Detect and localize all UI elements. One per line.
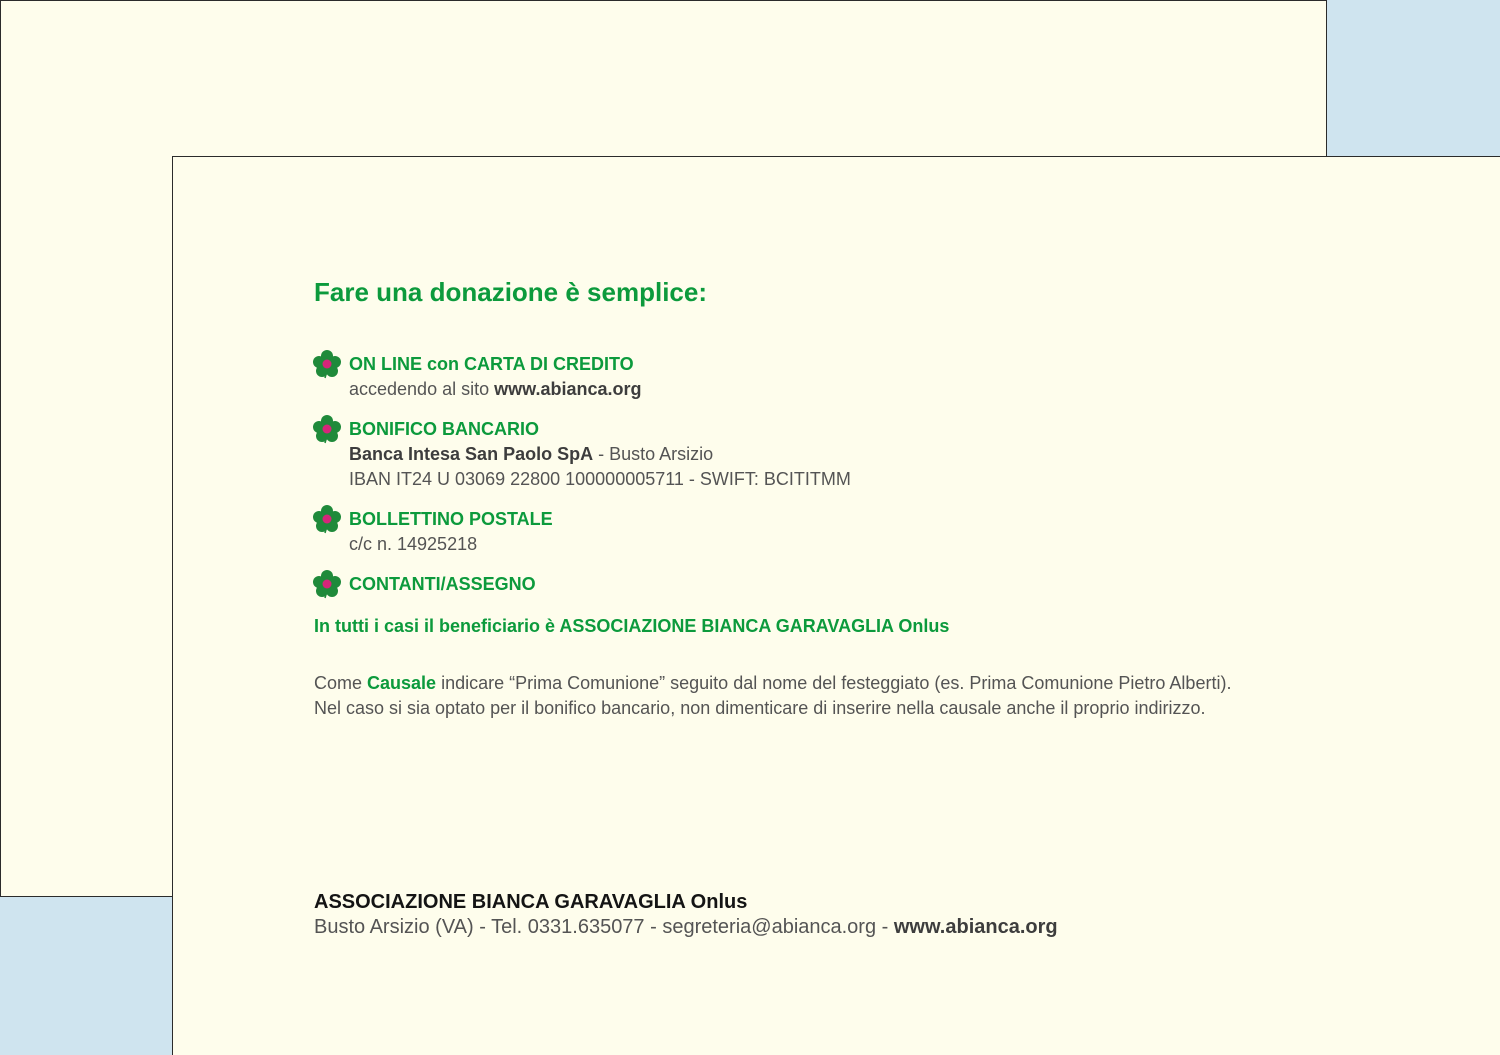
method-online-detail: accedendo al sito www.abianca.org: [349, 379, 642, 399]
organization-name: ASSOCIAZIONE BIANCA GARAVAGLIA Onlus: [314, 891, 748, 913]
clover-icon: [312, 504, 342, 534]
iban-line: IBAN IT24 U 03069 22800 100000005711 - SWIFT: BCITITMM: [349, 469, 851, 489]
page-title: Fare una donazione è semplice:: [314, 277, 707, 307]
clover-icon: [312, 349, 342, 379]
clover-icon: [312, 414, 342, 444]
method-bank-heading: BONIFICO BANCARIO: [349, 419, 539, 439]
organization-contact: Busto Arsizio (VA) - Tel. 0331.635077 - segreteria@abianca.org - www.abianca.org: [314, 916, 1058, 938]
note-line-1: Come Causale indicare “Prima Comunione” seguito dal nome del festeggiato (es. Prima Comunione Pietro Alberti).: [314, 673, 1232, 693]
bank-name: Banca Intesa San Paolo SpA: [349, 444, 594, 464]
clover-icon: [312, 569, 342, 599]
note-line-2: Nel caso si sia optato per il bonifico bancario, non dimenticare di inserire nella causale anche il proprio indirizzo.: [314, 698, 1206, 718]
method-cash-heading: CONTANTI/ASSEGNO: [349, 574, 536, 594]
causale-label: Causale: [367, 673, 437, 693]
footer-website-link[interactable]: www.abianca.org: [893, 916, 1058, 938]
bank-name-line: Banca Intesa San Paolo SpA - Busto Arsizio: [349, 444, 714, 464]
beneficiary-statement: In tutti i casi il beneficiario è ASSOCIAZIONE BIANCA GARAVAGLIA Onlus: [314, 616, 950, 636]
postal-account: c/c n. 14925218: [349, 534, 478, 554]
method-online-heading: ON LINE con CARTA DI CREDITO: [349, 354, 634, 374]
front-card: [172, 156, 1500, 1055]
method-postal-heading: BOLLETTINO POSTALE: [349, 509, 553, 529]
website-link[interactable]: www.abianca.org: [494, 379, 642, 399]
